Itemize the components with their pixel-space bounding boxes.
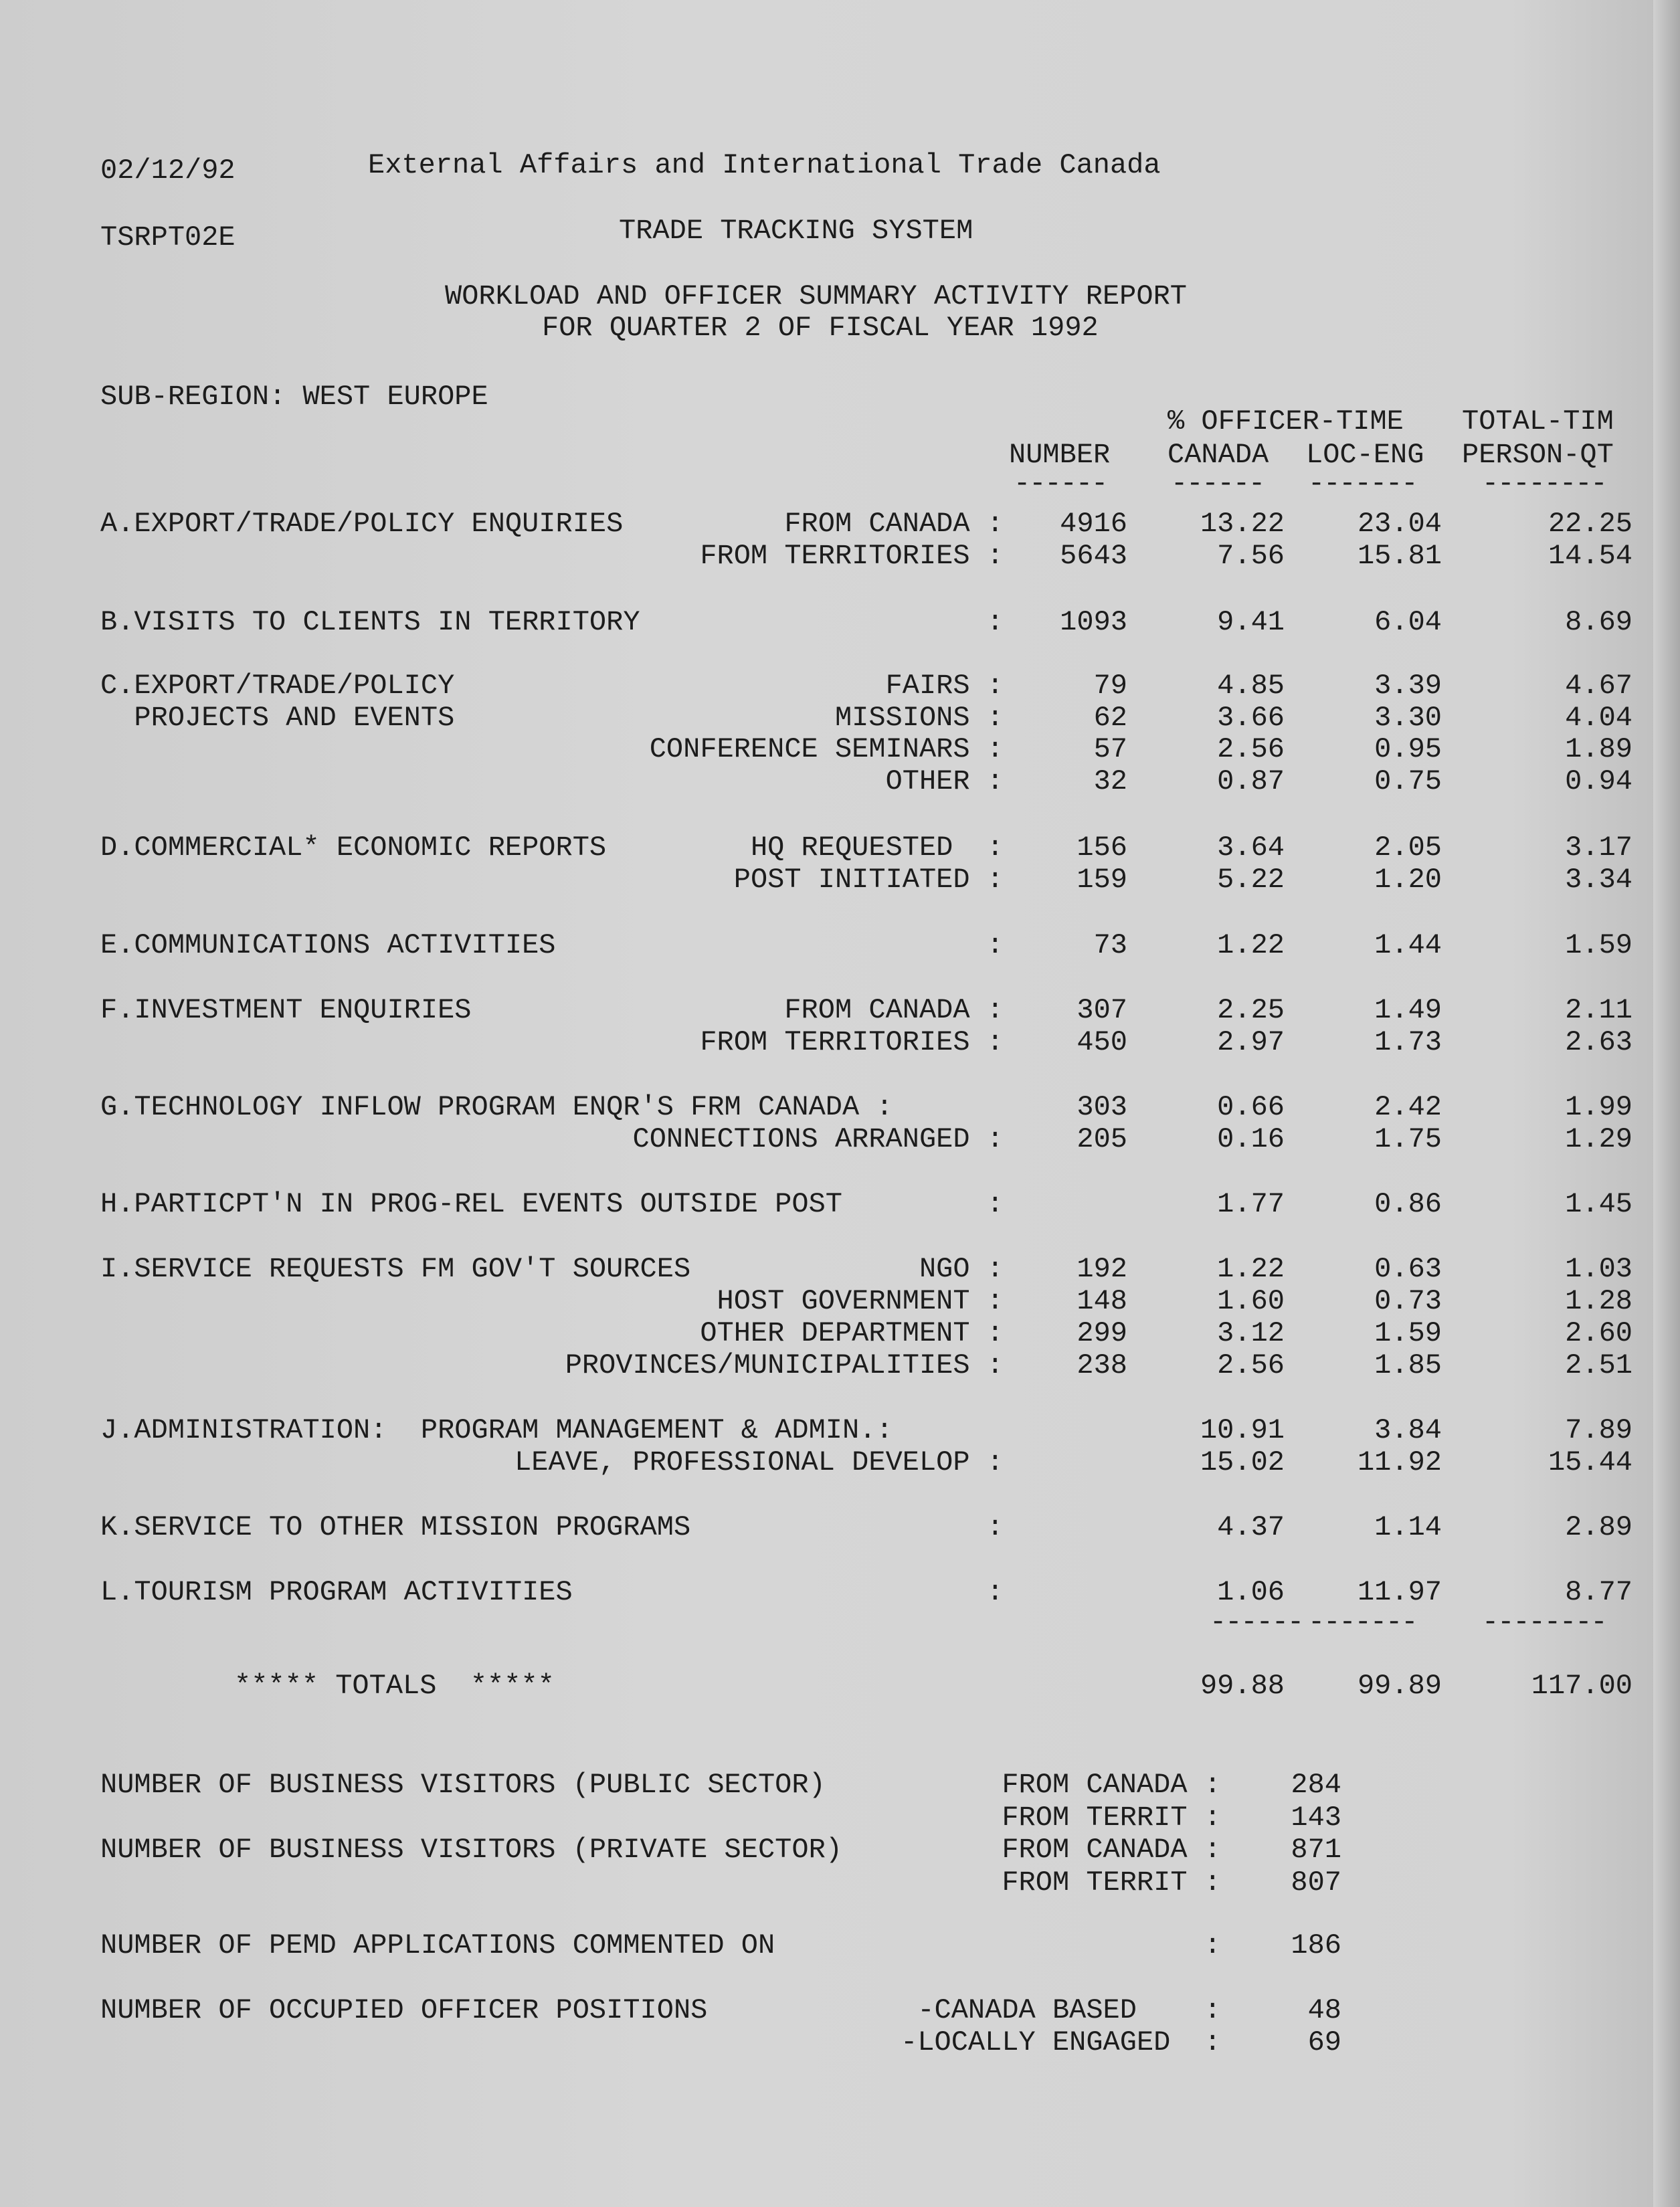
page-edge-shadow <box>1653 0 1680 2207</box>
row-sublabel: POST INITIATED : <box>733 864 1004 896</box>
row-label: D.COMMERCIAL* ECONOMIC REPORTS <box>100 832 607 864</box>
report-date: 02/12/92 <box>100 155 236 187</box>
row-label: F.INVESTMENT ENQUIRIES <box>100 994 472 1026</box>
col-group-total-time: TOTAL-TIM <box>1462 405 1614 438</box>
row-person-qtr: 1.03 <box>1565 1253 1632 1285</box>
row-sublabel: OTHER : <box>885 765 1004 797</box>
row-person-qtr: 22.25 <box>1548 508 1632 540</box>
row-loc-eng: 0.73 <box>1374 1285 1442 1317</box>
row-person-qtr: 1.99 <box>1565 1091 1632 1123</box>
row-number: 450 <box>1077 1026 1127 1058</box>
row-canada: 0.66 <box>1217 1091 1285 1123</box>
row-sublabel: FROM TERRITORIES : <box>700 540 1004 572</box>
row-sublabel: : <box>986 1188 1004 1220</box>
row-loc-eng: 1.75 <box>1374 1123 1442 1155</box>
report-title: WORKLOAD AND OFFICER SUMMARY ACTIVITY REPORT <box>445 280 1187 312</box>
total-loceng-rule: ------- <box>1308 1606 1417 1638</box>
row-person-qtr: 7.89 <box>1565 1414 1632 1446</box>
row-person-qtr: 2.89 <box>1565 1511 1632 1543</box>
row-canada: 0.87 <box>1217 765 1285 797</box>
row-sublabel: : <box>986 606 1004 638</box>
row-person-qtr: 8.77 <box>1565 1576 1632 1608</box>
row-number: 57 <box>1093 733 1127 765</box>
row-sublabel: : <box>986 1576 1004 1608</box>
col-number: NUMBER <box>1009 439 1111 471</box>
row-loc-eng: 1.73 <box>1374 1026 1442 1058</box>
row-person-qtr: 2.60 <box>1565 1317 1632 1349</box>
row-person-qtr: 2.11 <box>1565 994 1632 1026</box>
row-person-qtr: 1.29 <box>1565 1123 1632 1155</box>
row-label: PROJECTS AND EVENTS <box>100 702 455 734</box>
row-number: 192 <box>1077 1253 1127 1285</box>
row-number: 4916 <box>1060 508 1127 540</box>
row-sublabel: FROM TERRITORIES : <box>700 1026 1004 1058</box>
total-canada-rule: ------ <box>1210 1606 1303 1638</box>
row-sublabel: FAIRS : <box>885 670 1004 702</box>
summary-value: 69 <box>1307 2026 1341 2058</box>
row-number: 62 <box>1093 702 1127 734</box>
row-person-qtr: 2.51 <box>1565 1349 1632 1381</box>
row-number: 5643 <box>1060 540 1127 572</box>
row-canada: 1.06 <box>1217 1576 1285 1608</box>
row-canada: 2.25 <box>1217 994 1285 1026</box>
row-canada: 2.56 <box>1217 733 1285 765</box>
row-canada: 1.77 <box>1217 1188 1285 1220</box>
totals-label: ***** TOTALS ***** <box>234 1670 555 1702</box>
row-canada: 9.41 <box>1217 606 1285 638</box>
subregion-label: SUB-REGION: WEST EUROPE <box>100 381 488 413</box>
row-loc-eng: 23.04 <box>1357 508 1442 540</box>
row-canada: 4.37 <box>1217 1511 1285 1543</box>
row-number: 1093 <box>1060 606 1127 638</box>
row-loc-eng: 0.63 <box>1374 1253 1442 1285</box>
summary-sublabel: FROM CANADA : <box>1002 1769 1221 1801</box>
row-sublabel: : <box>986 929 1004 961</box>
row-loc-eng: 0.95 <box>1374 733 1442 765</box>
row-sublabel: CONFERENCE SEMINARS : <box>649 733 1004 765</box>
row-number: 148 <box>1077 1285 1127 1317</box>
summary-sublabel: FROM TERRIT : <box>1002 1866 1221 1899</box>
summary-value: 48 <box>1307 1994 1341 2026</box>
row-canada: 10.91 <box>1200 1414 1285 1446</box>
row-label: G.TECHNOLOGY INFLOW PROGRAM ENQR'S FRM CANADA : <box>100 1091 893 1123</box>
row-sublabel: MISSIONS : <box>834 702 1004 734</box>
row-sublabel: FROM CANADA : <box>784 508 1004 540</box>
summary-sublabel: : <box>1204 1929 1221 1961</box>
row-person-qtr: 4.67 <box>1565 670 1632 702</box>
row-loc-eng: 1.20 <box>1374 864 1442 896</box>
row-loc-eng: 1.14 <box>1374 1511 1442 1543</box>
summary-value: 284 <box>1291 1769 1341 1801</box>
col-number-rule: ------ <box>1014 468 1107 500</box>
total-total-rule: -------- <box>1482 1606 1606 1638</box>
row-canada: 15.02 <box>1200 1446 1285 1478</box>
summary-value: 807 <box>1291 1866 1341 1899</box>
row-loc-eng: 0.86 <box>1374 1188 1442 1220</box>
row-number: 156 <box>1077 832 1127 864</box>
row-sublabel: NGO : <box>919 1253 1004 1285</box>
row-sublabel: CONNECTIONS ARRANGED : <box>632 1123 1004 1155</box>
row-number: 159 <box>1077 864 1127 896</box>
summary-sublabel: FROM CANADA : <box>1002 1834 1221 1866</box>
row-label: E.COMMUNICATIONS ACTIVITIES <box>100 929 556 961</box>
row-person-qtr: 0.94 <box>1565 765 1632 797</box>
row-loc-eng: 11.97 <box>1357 1576 1442 1608</box>
summary-value: 143 <box>1291 1802 1341 1834</box>
row-person-qtr: 14.54 <box>1548 540 1632 572</box>
col-loceng-rule: ------- <box>1308 468 1417 500</box>
summary-value: 871 <box>1291 1834 1341 1866</box>
row-loc-eng: 1.85 <box>1374 1349 1442 1381</box>
row-canada: 13.22 <box>1200 508 1285 540</box>
summary-label: NUMBER OF BUSINESS VISITORS (PRIVATE SECTOR) <box>100 1834 842 1866</box>
totals-loceng: 99.89 <box>1357 1670 1442 1702</box>
row-person-qtr: 15.44 <box>1548 1446 1632 1478</box>
row-person-qtr: 2.63 <box>1565 1026 1632 1058</box>
row-sublabel: LEAVE, PROFESSIONAL DEVELOP : <box>515 1446 1004 1478</box>
row-sublabel: : <box>986 1511 1004 1543</box>
row-number: 79 <box>1093 670 1127 702</box>
row-loc-eng: 2.05 <box>1374 832 1442 864</box>
col-canada-rule: ------ <box>1171 468 1265 500</box>
row-canada: 5.22 <box>1217 864 1285 896</box>
row-loc-eng: 1.49 <box>1374 994 1442 1026</box>
row-loc-eng: 0.75 <box>1374 765 1442 797</box>
row-label: L.TOURISM PROGRAM ACTIVITIES <box>100 1576 573 1608</box>
row-person-qtr: 3.34 <box>1565 864 1632 896</box>
row-loc-eng: 6.04 <box>1374 606 1442 638</box>
row-loc-eng: 1.59 <box>1374 1317 1442 1349</box>
row-sublabel: OTHER DEPARTMENT : <box>700 1317 1004 1349</box>
row-sublabel: PROVINCES/MUNICIPALITIES : <box>565 1349 1004 1381</box>
row-person-qtr: 4.04 <box>1565 702 1632 734</box>
summary-sublabel: -LOCALLY ENGAGED : <box>901 2026 1221 2058</box>
row-label: J.ADMINISTRATION: PROGRAM MANAGEMENT & ADMIN.: <box>100 1414 893 1446</box>
col-loc-eng: LOC-ENG <box>1306 439 1424 471</box>
row-number: 205 <box>1077 1123 1127 1155</box>
row-canada: 2.56 <box>1217 1349 1285 1381</box>
system-name: TRADE TRACKING SYSTEM <box>619 215 973 247</box>
col-group-officer-time: % OFFICER-TIME <box>1168 405 1404 438</box>
row-label: C.EXPORT/TRADE/POLICY <box>100 670 455 702</box>
row-canada: 3.64 <box>1217 832 1285 864</box>
totals-person-qtr: 117.00 <box>1531 1670 1632 1702</box>
report-subtitle: FOR QUARTER 2 OF FISCAL YEAR 1992 <box>542 312 1099 344</box>
row-label: B.VISITS TO CLIENTS IN TERRITORY <box>100 606 640 638</box>
row-loc-eng: 3.39 <box>1374 670 1442 702</box>
row-canada: 4.85 <box>1217 670 1285 702</box>
row-loc-eng: 3.30 <box>1374 702 1442 734</box>
report-code: TSRPT02E <box>100 221 236 254</box>
row-person-qtr: 1.28 <box>1565 1285 1632 1317</box>
row-canada: 3.66 <box>1217 702 1285 734</box>
row-canada: 7.56 <box>1217 540 1285 572</box>
col-total-rule: -------- <box>1482 468 1606 500</box>
row-person-qtr: 1.59 <box>1565 929 1632 961</box>
row-canada: 3.12 <box>1217 1317 1285 1349</box>
row-canada: 1.60 <box>1217 1285 1285 1317</box>
row-label: I.SERVICE REQUESTS FM GOV'T SOURCES <box>100 1253 691 1285</box>
row-sublabel: FROM CANADA : <box>784 994 1004 1026</box>
row-loc-eng: 11.92 <box>1357 1446 1442 1478</box>
row-canada: 2.97 <box>1217 1026 1285 1058</box>
summary-label: NUMBER OF OCCUPIED OFFICER POSITIONS <box>100 1994 708 2026</box>
summary-label: NUMBER OF PEMD APPLICATIONS COMMENTED ON <box>100 1929 775 1961</box>
row-number: 307 <box>1077 994 1127 1026</box>
row-number: 299 <box>1077 1317 1127 1349</box>
row-person-qtr: 1.89 <box>1565 733 1632 765</box>
row-loc-eng: 15.81 <box>1357 540 1442 572</box>
row-number: 238 <box>1077 1349 1127 1381</box>
row-sublabel: HOST GOVERNMENT : <box>717 1285 1004 1317</box>
col-person-qtr: PERSON-QT <box>1462 439 1614 471</box>
col-canada: CANADA <box>1168 439 1269 471</box>
organization-name: External Affairs and International Trade Canada <box>368 149 1161 181</box>
row-loc-eng: 1.44 <box>1374 929 1442 961</box>
row-number: 303 <box>1077 1091 1127 1123</box>
row-canada: 1.22 <box>1217 1253 1285 1285</box>
row-label: K.SERVICE TO OTHER MISSION PROGRAMS <box>100 1511 691 1543</box>
row-number: 32 <box>1093 765 1127 797</box>
row-sublabel: HQ REQUESTED : <box>750 832 1004 864</box>
row-loc-eng: 2.42 <box>1374 1091 1442 1123</box>
summary-sublabel: -CANADA BASED : <box>917 1994 1221 2026</box>
row-loc-eng: 3.84 <box>1374 1414 1442 1446</box>
summary-sublabel: FROM TERRIT : <box>1002 1802 1221 1834</box>
summary-value: 186 <box>1291 1929 1341 1961</box>
totals-canada: 99.88 <box>1200 1670 1285 1702</box>
row-person-qtr: 3.17 <box>1565 832 1632 864</box>
row-person-qtr: 8.69 <box>1565 606 1632 638</box>
row-label: A.EXPORT/TRADE/POLICY ENQUIRIES <box>100 508 624 540</box>
summary-label: NUMBER OF BUSINESS VISITORS (PUBLIC SECTOR) <box>100 1769 826 1801</box>
row-person-qtr: 1.45 <box>1565 1188 1632 1220</box>
row-label: H.PARTICPT'N IN PROG-REL EVENTS OUTSIDE POST <box>100 1188 842 1220</box>
row-canada: 1.22 <box>1217 929 1285 961</box>
row-number: 73 <box>1093 929 1127 961</box>
row-canada: 0.16 <box>1217 1123 1285 1155</box>
